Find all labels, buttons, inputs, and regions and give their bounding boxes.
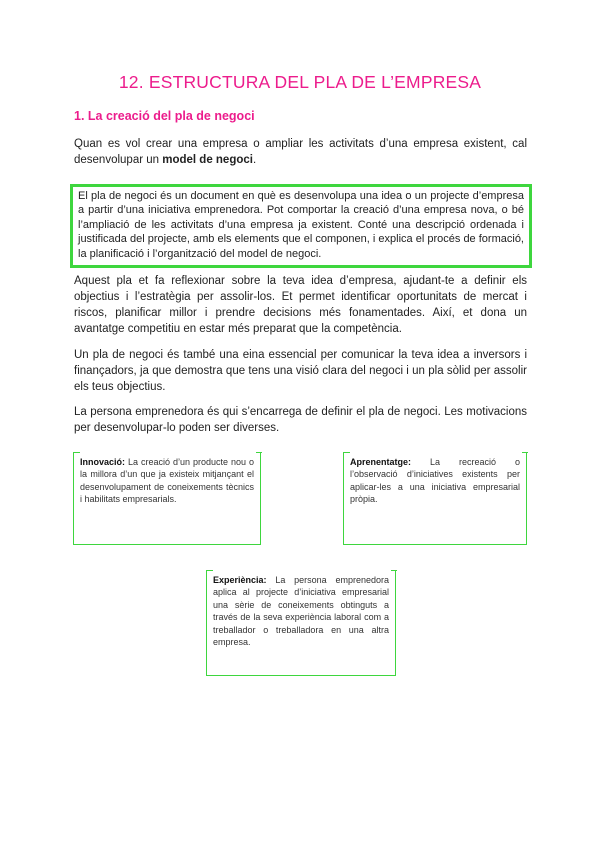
definition-box: El pla de negoci és un document en què es desenvolupa una idea o un projecte d’empresa a partir d’una iniciativa emprenedora. Pot comportar la creació d’una empresa nova, o bé l’ampliació de les activitats d’una empresa ja existent. Conté una descripció ordenada i justificada del projecte, amb els elements que el componen, i explica el procés de formació, la planificació i l’organització del model de negoci. [70,184,532,268]
motivation-label: Innovació: [80,457,126,467]
motivation-text: La recreació o l’observació d’iniciatives existents per aplicar-les a una iniciativa empresarial pròpia. [350,457,520,505]
intro-bold-term: model de negoci [162,154,253,166]
box-top-border [522,452,528,453]
box-top-border [256,452,262,453]
intro-text-end: . [252,154,257,166]
paragraph-motivations: La persona emprenedora és qui s’encarrega de definir el pla de negoci. Les motivacions per desenvolupar-lo poden ser diverses. [74,406,527,434]
motivation-text: La persona emprenedora aplica al projecte d’iniciativa empresarial una sèrie de coneixements obtinguts a través de la seva experiència laboral com a treballador o treballadora en una altra empresa. [213,575,389,648]
motivation-box-experience [206,570,396,676]
motivation-label: Experiència: [213,575,267,585]
box-top-border [391,570,397,571]
box-top-border [344,452,350,453]
motivation-box-innovation [73,452,261,545]
paragraph-reflection: Aquest pla et fa reflexionar sobre la teva idea d’empresa, ajudant-te a definir els objectius i l’estratègia per assolir-los. Et permet identificar oportunitats de mercat i riscos, planificar millor i prendre decisions més fonamentades. Així, et dona un avantatge competitiu en estar més preparat que la competència. [74,275,527,335]
paragraph-communication: Un pla de negoci és també una eina essencial per comunicar la teva idea a inversors i finançadors, ja que demostra que tens una visió clara del negoci i un pla sòlid per assolir els teus objectius. [74,349,527,393]
box-top-border [74,452,80,453]
intro-paragraph [74,136,527,168]
motivation-box-learning [343,452,527,545]
motivation-label: Aprenentatge: [350,457,412,467]
page-title: 12. ESTRUCTURA DEL PLA DE L’EMPRESA [118,72,482,92]
section-heading: 1. La creació del pla de negoci [74,109,255,123]
intro-text: Quan es vol crear una empresa o ampliar les activitats d’una empresa existent, cal desenvolupar un [74,138,527,166]
box-top-border [207,570,213,571]
motivation-text: La creació d’un producte nou o la millora d’un que ja existeix mitjançant el desenvolupament de coneixements tècnics i habilitats empresarials. [80,457,254,505]
